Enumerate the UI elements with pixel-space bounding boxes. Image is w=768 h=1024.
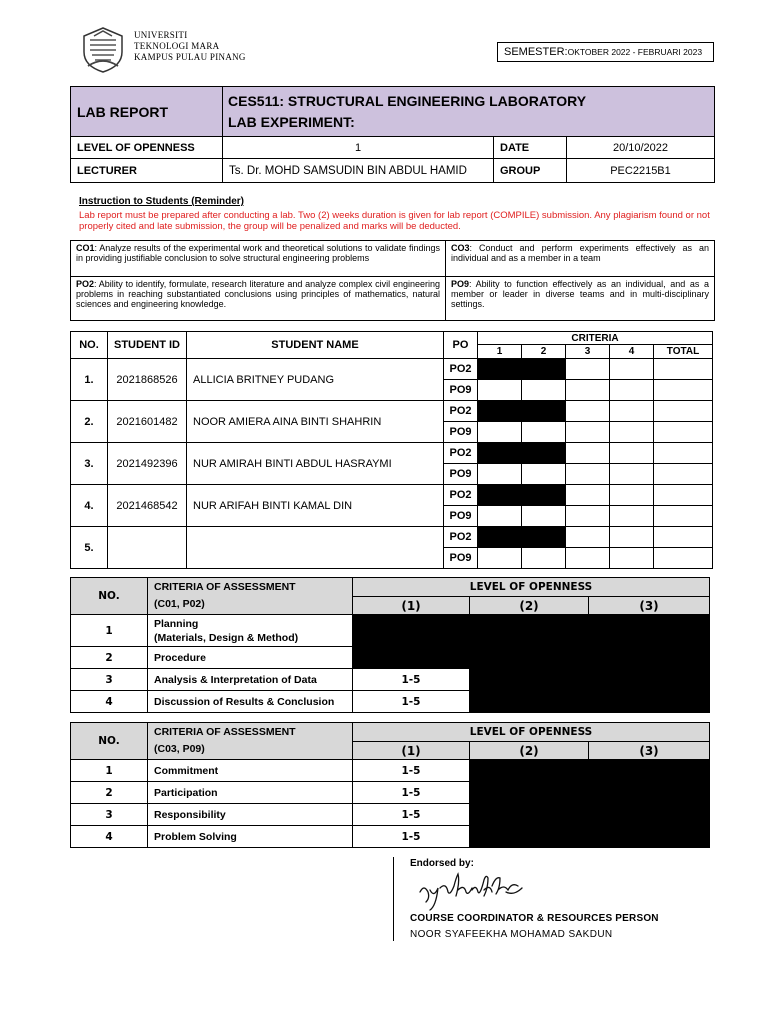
semester-value: OKTOBER 2022 - FEBRUARI 2023 bbox=[567, 47, 703, 57]
total-cell[interactable] bbox=[654, 506, 713, 527]
assess2-level-3: (3) bbox=[589, 742, 710, 760]
openness-value: 1 bbox=[223, 137, 494, 159]
assess2-row-no: 3 bbox=[71, 804, 148, 826]
semester-box bbox=[497, 42, 714, 62]
score-cell[interactable] bbox=[610, 359, 654, 380]
assess1-row-criteria: Analysis & Interpretation of Data bbox=[148, 669, 353, 691]
assess2-row-criteria: Problem Solving bbox=[148, 826, 353, 848]
total-cell[interactable] bbox=[654, 527, 713, 548]
score-cell[interactable] bbox=[610, 506, 654, 527]
blocked-cell bbox=[470, 760, 710, 848]
assess2-row-score: 1-5 bbox=[353, 826, 470, 848]
assessment-table-co1 bbox=[70, 577, 710, 713]
total-cell[interactable] bbox=[654, 359, 713, 380]
assess2-header-level: LEVEL OF OPENNESS bbox=[353, 723, 710, 742]
score-cell[interactable] bbox=[610, 527, 654, 548]
co1-text: : Analyze results of the experimental work and theoretical solutions to validate findings in providing justifiable conclusion to solve structural engineering problems bbox=[76, 243, 440, 263]
assess1-header-criteria bbox=[148, 578, 353, 615]
header-c3: 3 bbox=[566, 345, 610, 359]
course-title-cell bbox=[223, 87, 715, 137]
student-no: 3. bbox=[71, 443, 108, 485]
score-cell[interactable] bbox=[478, 380, 522, 401]
po-label: PO2 bbox=[444, 401, 478, 422]
assess1-row-no: 1 bbox=[71, 615, 148, 647]
header-student-name: STUDENT NAME bbox=[187, 332, 444, 359]
university-logo bbox=[80, 26, 126, 74]
assess2-header-no: NO. bbox=[71, 723, 148, 760]
student-id[interactable] bbox=[108, 527, 187, 569]
student-id: 2021468542 bbox=[108, 485, 187, 527]
student-name: NUR ARIFAH BINTI KAMAL DIN bbox=[187, 485, 444, 527]
po-label: PO2 bbox=[444, 527, 478, 548]
blocked-cell bbox=[478, 485, 522, 506]
course-title: CES511: STRUCTURAL ENGINEERING LABORATORY bbox=[228, 92, 587, 109]
assess1-row-no: 4 bbox=[71, 691, 148, 713]
assess1-header-no: NO. bbox=[71, 578, 148, 615]
po-label: PO9 bbox=[444, 422, 478, 443]
lab-experiment-label: LAB EXPERIMENT: bbox=[228, 113, 355, 130]
assess2-criteria-sub: (C03, P09) bbox=[154, 743, 205, 755]
po2-code: PO2 bbox=[76, 279, 95, 289]
score-cell[interactable] bbox=[522, 506, 566, 527]
assess2-row-no: 2 bbox=[71, 782, 148, 804]
total-cell[interactable] bbox=[654, 464, 713, 485]
assess2-criteria-title: CRITERIA OF ASSESSMENT bbox=[154, 726, 296, 738]
blocked-cell bbox=[522, 527, 566, 548]
score-cell[interactable] bbox=[522, 548, 566, 569]
co3-text: : Conduct and perform experiments effectively as an individual and as a member in a team bbox=[451, 243, 709, 263]
blocked-cell bbox=[522, 443, 566, 464]
group-label: GROUP bbox=[494, 159, 567, 183]
score-cell[interactable] bbox=[522, 464, 566, 485]
co3-cell bbox=[446, 241, 715, 277]
blocked-cell bbox=[478, 359, 522, 380]
endorsed-by-label: Endorsed by: bbox=[410, 858, 474, 869]
assess1-row-criteria-a: Planning bbox=[154, 617, 199, 630]
po-label: PO9 bbox=[444, 380, 478, 401]
co3-code: CO3 bbox=[451, 243, 470, 253]
score-cell[interactable] bbox=[610, 422, 654, 443]
group-value: PEC2215B1 bbox=[567, 159, 715, 183]
score-cell[interactable] bbox=[566, 359, 610, 380]
blocked-cell bbox=[522, 401, 566, 422]
lecturer-label: LECTURER bbox=[71, 159, 223, 183]
student-no: 5. bbox=[71, 527, 108, 569]
student-no: 2. bbox=[71, 401, 108, 443]
student-name: NOOR AMIERA AINA BINTI SHAHRIN bbox=[187, 401, 444, 443]
total-cell[interactable] bbox=[654, 548, 713, 569]
assess1-level-3: (3) bbox=[589, 597, 710, 615]
coordinator-role: COURSE COORDINATOR & RESOURCES PERSON bbox=[410, 913, 659, 924]
score-cell[interactable] bbox=[566, 485, 610, 506]
score-cell[interactable] bbox=[566, 380, 610, 401]
total-cell[interactable] bbox=[654, 485, 713, 506]
assess1-header-level: LEVEL OF OPENNESS bbox=[353, 578, 710, 597]
assess2-level-2: (2) bbox=[470, 742, 589, 760]
student-id: 2021868526 bbox=[108, 359, 187, 401]
assess1-row-criteria: Discussion of Results & Conclusion bbox=[148, 691, 353, 713]
university-line-3: KAMPUS PULAU PINANG bbox=[134, 52, 246, 62]
score-cell[interactable] bbox=[610, 380, 654, 401]
score-cell[interactable] bbox=[610, 443, 654, 464]
student-marks-table bbox=[70, 331, 713, 569]
student-name: ALLICIA BRITNEY PUDANG bbox=[187, 359, 444, 401]
assess1-row-score: 1-5 bbox=[353, 669, 470, 691]
po-label: PO9 bbox=[444, 506, 478, 527]
assess2-row-score: 1-5 bbox=[353, 782, 470, 804]
assess1-row-criteria bbox=[148, 615, 353, 647]
assess2-row-criteria: Participation bbox=[148, 782, 353, 804]
lecturer-value: Ts. Dr. MOHD SAMSUDIN BIN ABDUL HAMID bbox=[223, 159, 494, 183]
score-cell[interactable] bbox=[610, 401, 654, 422]
po-label: PO2 bbox=[444, 359, 478, 380]
po-label: PO9 bbox=[444, 548, 478, 569]
assess2-row-criteria: Responsibility bbox=[148, 804, 353, 826]
po9-text: : Ability to function effectively as an individual, and as a member or leader in diverse teams and in multi-disciplinary settings. bbox=[451, 279, 709, 309]
header-criteria: CRITERIA bbox=[478, 332, 713, 345]
score-cell[interactable] bbox=[566, 422, 610, 443]
header-c4: 4 bbox=[610, 345, 654, 359]
assess1-row-no: 2 bbox=[71, 647, 148, 669]
blocked-cell bbox=[478, 527, 522, 548]
signature-image bbox=[410, 868, 535, 912]
university-name bbox=[134, 30, 246, 63]
lab-report-label: LAB REPORT bbox=[71, 87, 223, 137]
score-cell[interactable] bbox=[566, 401, 610, 422]
assess2-row-no: 4 bbox=[71, 826, 148, 848]
score-cell[interactable] bbox=[566, 506, 610, 527]
student-no: 1. bbox=[71, 359, 108, 401]
assess1-criteria-sub: (C01, P02) bbox=[154, 598, 205, 610]
score-cell[interactable] bbox=[610, 485, 654, 506]
score-cell[interactable] bbox=[566, 464, 610, 485]
score-cell[interactable] bbox=[566, 527, 610, 548]
score-cell[interactable] bbox=[522, 422, 566, 443]
po-label: PO2 bbox=[444, 485, 478, 506]
assess1-row-criteria: Procedure bbox=[148, 647, 353, 669]
blocked-cell bbox=[478, 401, 522, 422]
blocked-cell bbox=[522, 359, 566, 380]
header-no: NO. bbox=[71, 332, 108, 359]
assess2-level-1: (1) bbox=[353, 742, 470, 760]
assess1-row-score: 1-5 bbox=[353, 691, 470, 713]
instruction-title: Instruction to Students (Reminder) bbox=[79, 196, 244, 207]
score-cell[interactable] bbox=[478, 548, 522, 569]
assess1-level-1: (1) bbox=[353, 597, 470, 615]
score-cell[interactable] bbox=[478, 464, 522, 485]
score-cell[interactable] bbox=[566, 443, 610, 464]
header-student-id: STUDENT ID bbox=[108, 332, 187, 359]
score-cell[interactable] bbox=[566, 548, 610, 569]
semester-label: SEMESTER: bbox=[504, 46, 568, 58]
po2-cell bbox=[71, 277, 446, 321]
assess2-header-criteria bbox=[148, 723, 353, 760]
score-cell[interactable] bbox=[610, 464, 654, 485]
co1-code: CO1 bbox=[76, 243, 95, 253]
assess2-row-score: 1-5 bbox=[353, 804, 470, 826]
po-label: PO2 bbox=[444, 443, 478, 464]
assessment-table-co3 bbox=[70, 722, 710, 848]
total-cell[interactable] bbox=[654, 443, 713, 464]
assess1-criteria-title: CRITERIA OF ASSESSMENT bbox=[154, 581, 296, 593]
student-no: 4. bbox=[71, 485, 108, 527]
score-cell[interactable] bbox=[522, 380, 566, 401]
header-total: TOTAL bbox=[654, 345, 713, 359]
po-label: PO9 bbox=[444, 464, 478, 485]
university-line-1: UNIVERSITI bbox=[134, 30, 188, 40]
score-cell[interactable] bbox=[478, 506, 522, 527]
blocked-cell bbox=[470, 669, 710, 713]
date-label: DATE bbox=[494, 137, 567, 159]
po9-cell bbox=[446, 277, 715, 321]
header-po: PO bbox=[444, 332, 478, 359]
instruction-text: Lab report must be prepared after conducting a lab. Two (2) weeks duration is given for lab report (COMPILE) submission. Any plagiarism found or not properly cited and late submission, the group will be penalized and marks will be deducted. bbox=[79, 210, 710, 232]
student-name: NUR AMIRAH BINTI ABDUL HASRAYMI bbox=[187, 443, 444, 485]
coordinator-name: NOOR SYAFEEKHA MOHAMAD SAKDUN bbox=[410, 929, 613, 940]
student-name[interactable] bbox=[187, 527, 444, 569]
po2-text: : Ability to identify, formulate, research literature and analyze complex civil engineering problems in reaching substantiated conclusions using principles of mathematics, natural sciences and engineering knowledge. bbox=[76, 279, 440, 309]
header-c2: 2 bbox=[522, 345, 566, 359]
student-id: 2021601482 bbox=[108, 401, 187, 443]
header-c1: 1 bbox=[478, 345, 522, 359]
assess1-level-2: (2) bbox=[470, 597, 589, 615]
assess2-row-criteria: Commitment bbox=[148, 760, 353, 782]
score-cell[interactable] bbox=[610, 548, 654, 569]
outcomes-table bbox=[70, 240, 715, 321]
openness-label: LEVEL OF OPENNESS bbox=[71, 137, 223, 159]
endorsement-divider bbox=[393, 857, 394, 941]
assess2-row-no: 1 bbox=[71, 760, 148, 782]
co1-cell bbox=[71, 241, 446, 277]
total-cell[interactable] bbox=[654, 401, 713, 422]
assess1-row-criteria-b: (Materials, Design & Method) bbox=[154, 631, 299, 644]
total-cell[interactable] bbox=[654, 422, 713, 443]
total-cell[interactable] bbox=[654, 380, 713, 401]
student-id: 2021492396 bbox=[108, 443, 187, 485]
university-line-2: TEKNOLOGI MARA bbox=[134, 41, 220, 51]
date-value: 20/10/2022 bbox=[567, 137, 715, 159]
assess1-row-no: 3 bbox=[71, 669, 148, 691]
blocked-cell bbox=[522, 485, 566, 506]
blocked-cell bbox=[353, 615, 710, 669]
blocked-cell bbox=[478, 443, 522, 464]
assess2-row-score: 1-5 bbox=[353, 760, 470, 782]
po9-code: PO9 bbox=[451, 279, 470, 289]
report-info-table bbox=[70, 86, 715, 183]
score-cell[interactable] bbox=[478, 422, 522, 443]
